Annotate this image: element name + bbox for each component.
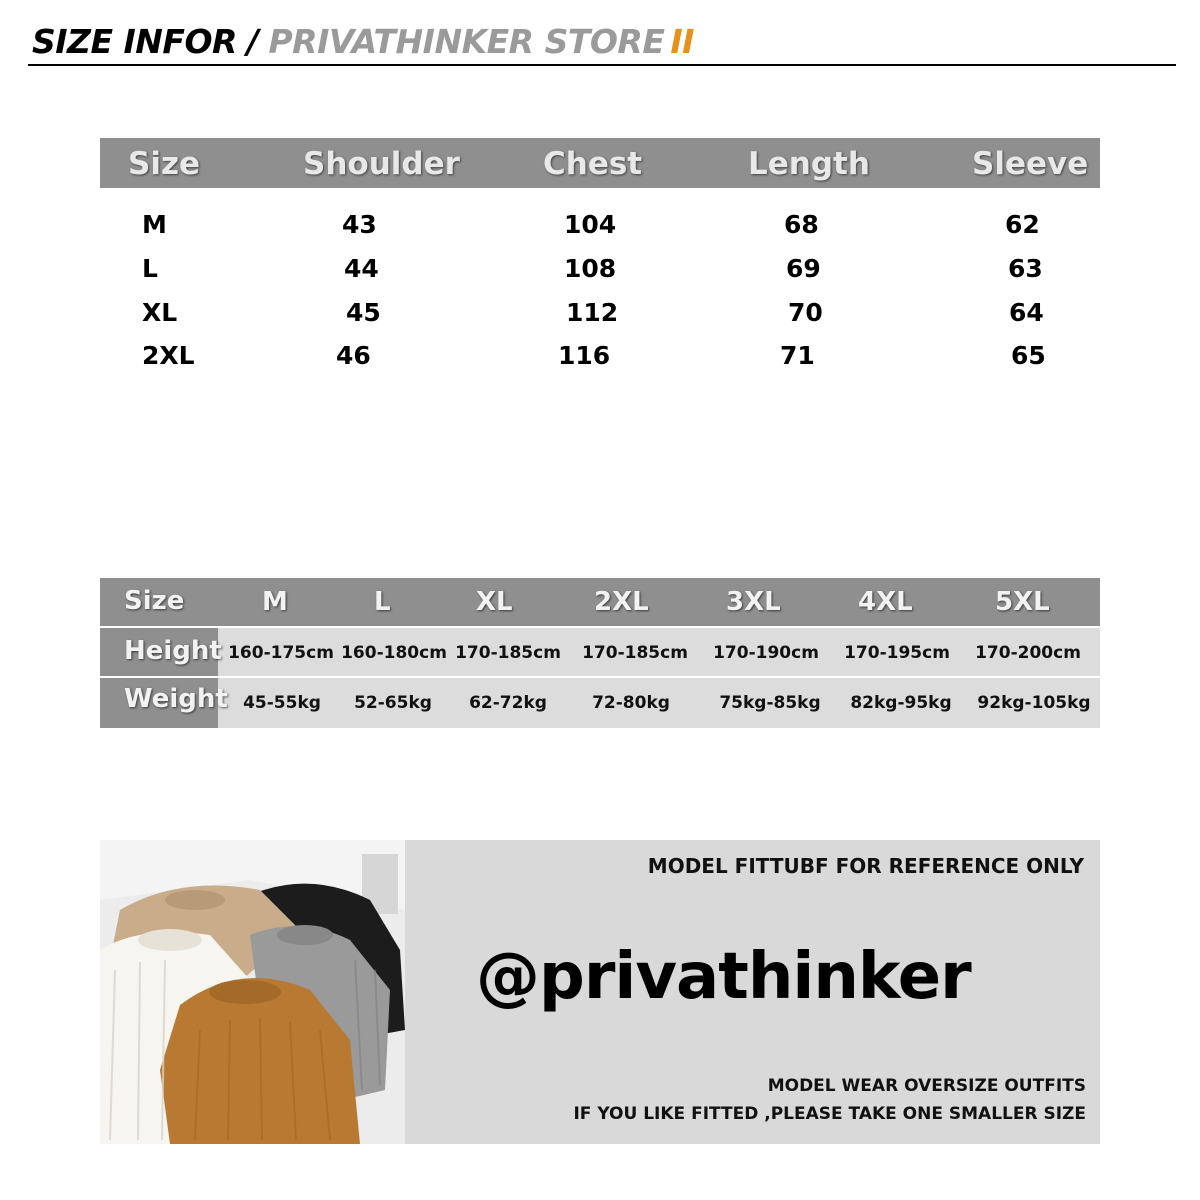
fit-table xyxy=(100,578,1100,728)
sleeve-cell: 64 xyxy=(1009,298,1044,327)
sweater-product-photo xyxy=(100,840,405,1144)
fit-height-row xyxy=(100,628,1100,676)
length-cell: 70 xyxy=(788,298,823,327)
col-header-sleeve: Sleeve xyxy=(972,146,1089,182)
size-cell: M xyxy=(142,210,167,239)
weight-cell: 92kg-105kg xyxy=(977,693,1091,713)
size-cell: L xyxy=(142,254,158,283)
table-row xyxy=(100,294,1100,334)
height-cell: 160-175cm xyxy=(228,643,334,663)
fit-height-label: Height xyxy=(124,636,222,666)
header-accent-bars: II xyxy=(670,22,694,61)
weight-cell: 45-55kg xyxy=(243,693,321,713)
store-handle: @privathinker xyxy=(476,940,971,1014)
fit-weight-row xyxy=(100,678,1100,728)
shoulder-cell: 45 xyxy=(346,298,381,327)
length-cell: 68 xyxy=(784,210,819,239)
weight-cell: 75kg-85kg xyxy=(719,693,821,713)
sleeve-cell: 65 xyxy=(1011,341,1046,370)
shoulder-cell: 46 xyxy=(336,341,371,370)
fit-size-cell: 2XL xyxy=(594,587,649,617)
weight-cell: 62-72kg xyxy=(469,693,547,713)
col-header-length: Length xyxy=(748,146,870,182)
fit-weight-label: Weight xyxy=(124,684,228,714)
reference-note: MODEL FITTUBF FOR REFERENCE ONLY xyxy=(647,854,1084,878)
table-row xyxy=(100,250,1100,290)
sweaters-illustration xyxy=(100,840,405,1144)
fit-size-cell: 5XL xyxy=(995,587,1050,617)
col-header-shoulder: Shoulder xyxy=(303,146,460,182)
height-cell: 160-180cm xyxy=(341,643,447,663)
height-cell: 170-190cm xyxy=(713,643,819,663)
table-row xyxy=(100,206,1100,246)
fit-size-row xyxy=(100,578,1100,626)
fit-size-cell: 4XL xyxy=(858,587,913,617)
size-cell: XL xyxy=(142,298,178,327)
shoulder-cell: 44 xyxy=(344,254,379,283)
chest-cell: 104 xyxy=(564,210,617,239)
header-store-name: PRIVATHINKER STORE xyxy=(268,22,665,61)
height-cell: 170-185cm xyxy=(455,643,561,663)
height-cell: 170-185cm xyxy=(582,643,688,663)
header-title: SIZE INFOR xyxy=(32,22,237,61)
fit-size-label: Size xyxy=(124,586,185,616)
chest-cell: 108 xyxy=(564,254,617,283)
col-header-size: Size xyxy=(128,146,201,182)
header-separator: / xyxy=(246,22,259,61)
fit-size-cell: L xyxy=(374,587,391,617)
fit-size-cell: M xyxy=(262,587,288,617)
chest-cell: 112 xyxy=(566,298,619,327)
fit-size-cell: XL xyxy=(476,587,513,617)
height-cell: 170-195cm xyxy=(844,643,950,663)
model-info-panel xyxy=(100,840,1100,1144)
measurement-table-header xyxy=(100,138,1100,188)
page-header xyxy=(32,22,694,64)
length-cell: 71 xyxy=(780,341,815,370)
length-cell: 69 xyxy=(786,254,821,283)
weight-cell: 72-80kg xyxy=(592,693,670,713)
shoulder-cell: 43 xyxy=(342,210,377,239)
chest-cell: 116 xyxy=(558,341,611,370)
oversize-note: MODEL WEAR OVERSIZE OUTFITS xyxy=(767,1076,1086,1096)
header-divider xyxy=(28,64,1176,66)
sizing-advice-note: IF YOU LIKE FITTED ,PLEASE TAKE ONE SMALLER SIZE xyxy=(573,1104,1086,1124)
weight-cell: 82kg-95kg xyxy=(850,693,952,713)
size-cell: 2XL xyxy=(142,341,195,370)
sleeve-cell: 63 xyxy=(1008,254,1043,283)
col-header-chest: Chest xyxy=(543,146,643,182)
fit-size-cell: 3XL xyxy=(726,587,781,617)
weight-cell: 52-65kg xyxy=(354,693,432,713)
table-row xyxy=(100,337,1100,377)
height-cell: 170-200cm xyxy=(975,643,1081,663)
sleeve-cell: 62 xyxy=(1005,210,1040,239)
